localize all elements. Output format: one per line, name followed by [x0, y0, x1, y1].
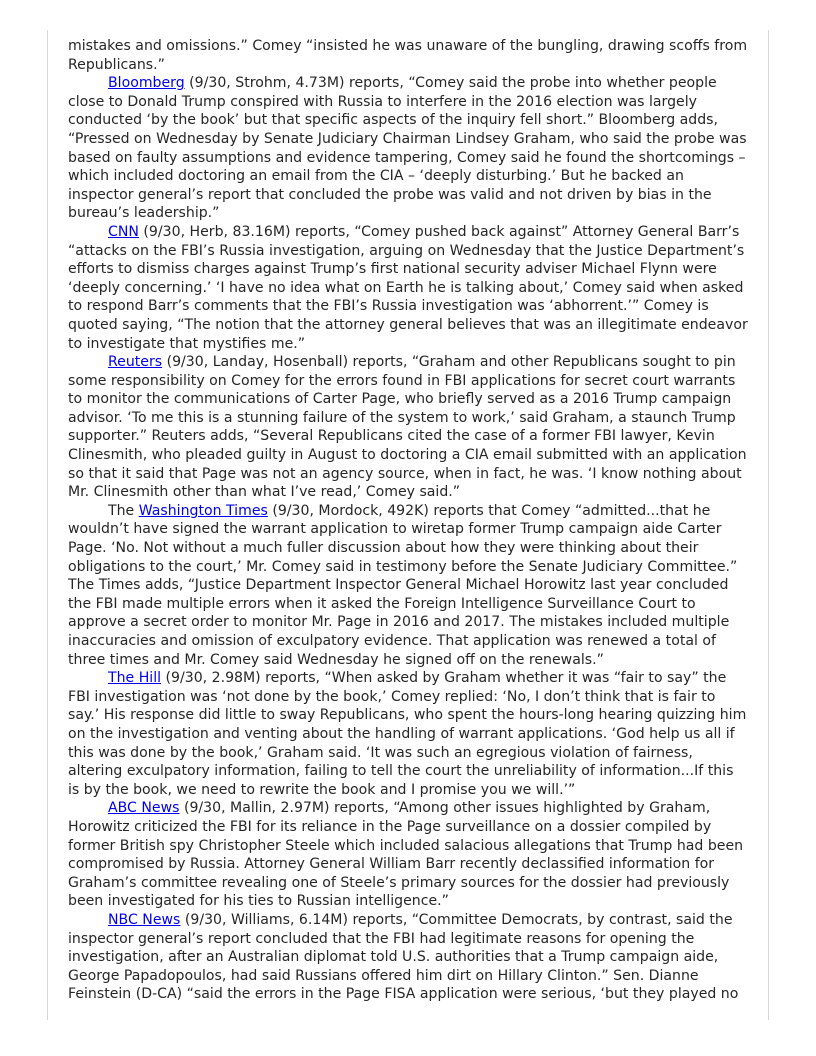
- paragraph-washington-times: [68, 502, 748, 669]
- source-link-bloomberg[interactable]: Bloomberg: [108, 75, 185, 92]
- paragraph-cnn: [68, 223, 748, 353]
- paragraph-text: (9/30, Herb, 83.16M) reports, “Comey pushed back against” Attorney General Barr’s “attacks on the FBI’s Russia investigation, arguing on Wednesday that the Justice Department’s efforts to dismiss charges against Trump’s first national security adviser Michael Flynn were ‘deeply concerning.’ ‘I have no idea what on Earth he is talking about,’ Comey said when asked to respond Barr’s comments that the FBI’s Russia investigation was ‘abhorrent.’” Comey is quoted saying, “The notion that the attorney general believes that was an illegitimate endeavor to investigate that mystifies me.”: [68, 223, 748, 352]
- paragraph-text: (9/30, Landay, Hosenball) reports, “Graham and other Republicans sought to pin some responsibility on Comey for the errors found in FBI applications for secret court warrants to monitor the communications of Carter Page, who briefly served as a 2016 Trump campaign advisor. ‘To me this is a stunning failure of the system to work,’ said Graham, a staunch Trump supporter.” Reuters adds, “Several Republicans cited the case of a former FBI lawyer, Kevin Clinesmith, who pleaded guilty in August to doctoring a CIA email submitted with an application so that it said that Page was not an agency source, when in fact, he was. ‘I know nothing about Mr. Clinesmith other than what I’ve read,’ Comey said.”: [68, 354, 747, 501]
- paragraph-text: (9/30, Strohm, 4.73M) reports, “Comey said the probe into whether people close to Donald Trump conspired with Russia to interfere in the 2016 election was largely conducted ‘by the book’ but that specific aspects of the inquiry fell short.” Bloomberg adds, “Pressed on Wednesday by Senate Judiciary Chairman Lindsey Graham, who said the probe was based on faulty assumptions and evidence tampering, Comey said he found the shortcomings – which included doctoring an email from the CIA – ‘deeply disturbing.’ But he backed an inspector general’s report that concluded the probe was valid and not driven by bias in the bureau’s leadership.”: [68, 75, 747, 222]
- source-link-cnn[interactable]: CNN: [108, 223, 139, 240]
- paragraph-prefix: The: [108, 502, 139, 519]
- paragraph-text: (9/30, 2.98M) reports, “When asked by Graham whether it was “fair to say” the FBI investigation was ‘not done by the book,’ Comey replied: ‘No, I don’t think that is fair to say.’ His response did little to sway Republicans, who spent the hours-long hearing quizzing him on the investigation and venting about the handling of warrant applications. ‘God help us all if this was done by the book,’ Graham said. ‘It was such an egregious violation of fairness, altering exculpatory information, failing to tell the court the unreliability of information...If this is by the book, we need to rewrite the book and I promise you we will.’”: [68, 670, 747, 798]
- paragraph-intro: [68, 37, 748, 74]
- paragraph-bloomberg: [68, 74, 748, 223]
- source-link-abc-news[interactable]: ABC News: [108, 800, 180, 817]
- source-link-washington-times[interactable]: Washington Times: [138, 502, 268, 519]
- paragraph-nbc-news: [68, 911, 748, 1004]
- paragraph-reuters: [68, 353, 748, 502]
- left-margin-rule: [47, 30, 48, 1020]
- document-body: [68, 37, 748, 1004]
- paragraph-text: mistakes and omissions.” Comey “insisted he was unaware of the bungling, drawing scoffs from Republicans.”: [68, 38, 748, 73]
- paragraph-the-hill: [68, 669, 748, 799]
- source-link-the-hill[interactable]: The Hill: [108, 670, 162, 687]
- source-link-reuters[interactable]: Reuters: [108, 354, 163, 371]
- paragraph-abc-news: [68, 799, 748, 911]
- right-margin-rule: [768, 30, 769, 1020]
- paragraph-text: (9/30, Williams, 6.14M) reports, “Committee Democrats, by contrast, said the inspector general’s report concluded that the FBI had legitimate reasons for opening the investigation, after an Australian diplomat told U.S. authorities that a Trump campaign aide, George Papadopoulos, had said Russians offered him dirt on Hillary Clinton.” Sen. Dianne Feinstein (D-CA) “said the errors in the Page FISA application were serious, ‘but they played no: [68, 911, 739, 1003]
- paragraph-text: (9/30, Mordock, 492K) reports that Comey “admitted...that he wouldn’t have signed the warrant application to wiretap former Trump campaign aide Carter Page. ‘No. Not without a much fuller discussion about how they were thinking about their obligations to the court,’ Mr. Comey said in testimony before the Senate Judiciary Committee.” The Times adds, “Justice Department Inspector General Michael Horowitz last year concluded the FBI made multiple errors when it asked the Foreign Intelligence Surveillance Court to approve a secret order to monitor Mr. Page in 2016 and 2017. The mistakes included multiple inaccuracies and omission of exculpatory evidence. That application was renewed a total of three times and Mr. Comey said Wednesday he signed off on the renewals.”: [68, 502, 738, 668]
- source-link-nbc-news[interactable]: NBC News: [108, 911, 181, 928]
- paragraph-text: (9/30, Mallin, 2.97M) reports, “Among other issues highlighted by Graham, Horowitz criticized the FBI for its reliance in the Page surveillance on a dossier compiled by former British spy Christopher Steele which included salacious allegations that Trump had been compromised by Russia. Attorney General William Barr recently declassified information for Graham’s committee revealing one of Steele’s primary sources for the dossier had previously been investigated for his ties to Russian intelligence.”: [68, 800, 744, 910]
